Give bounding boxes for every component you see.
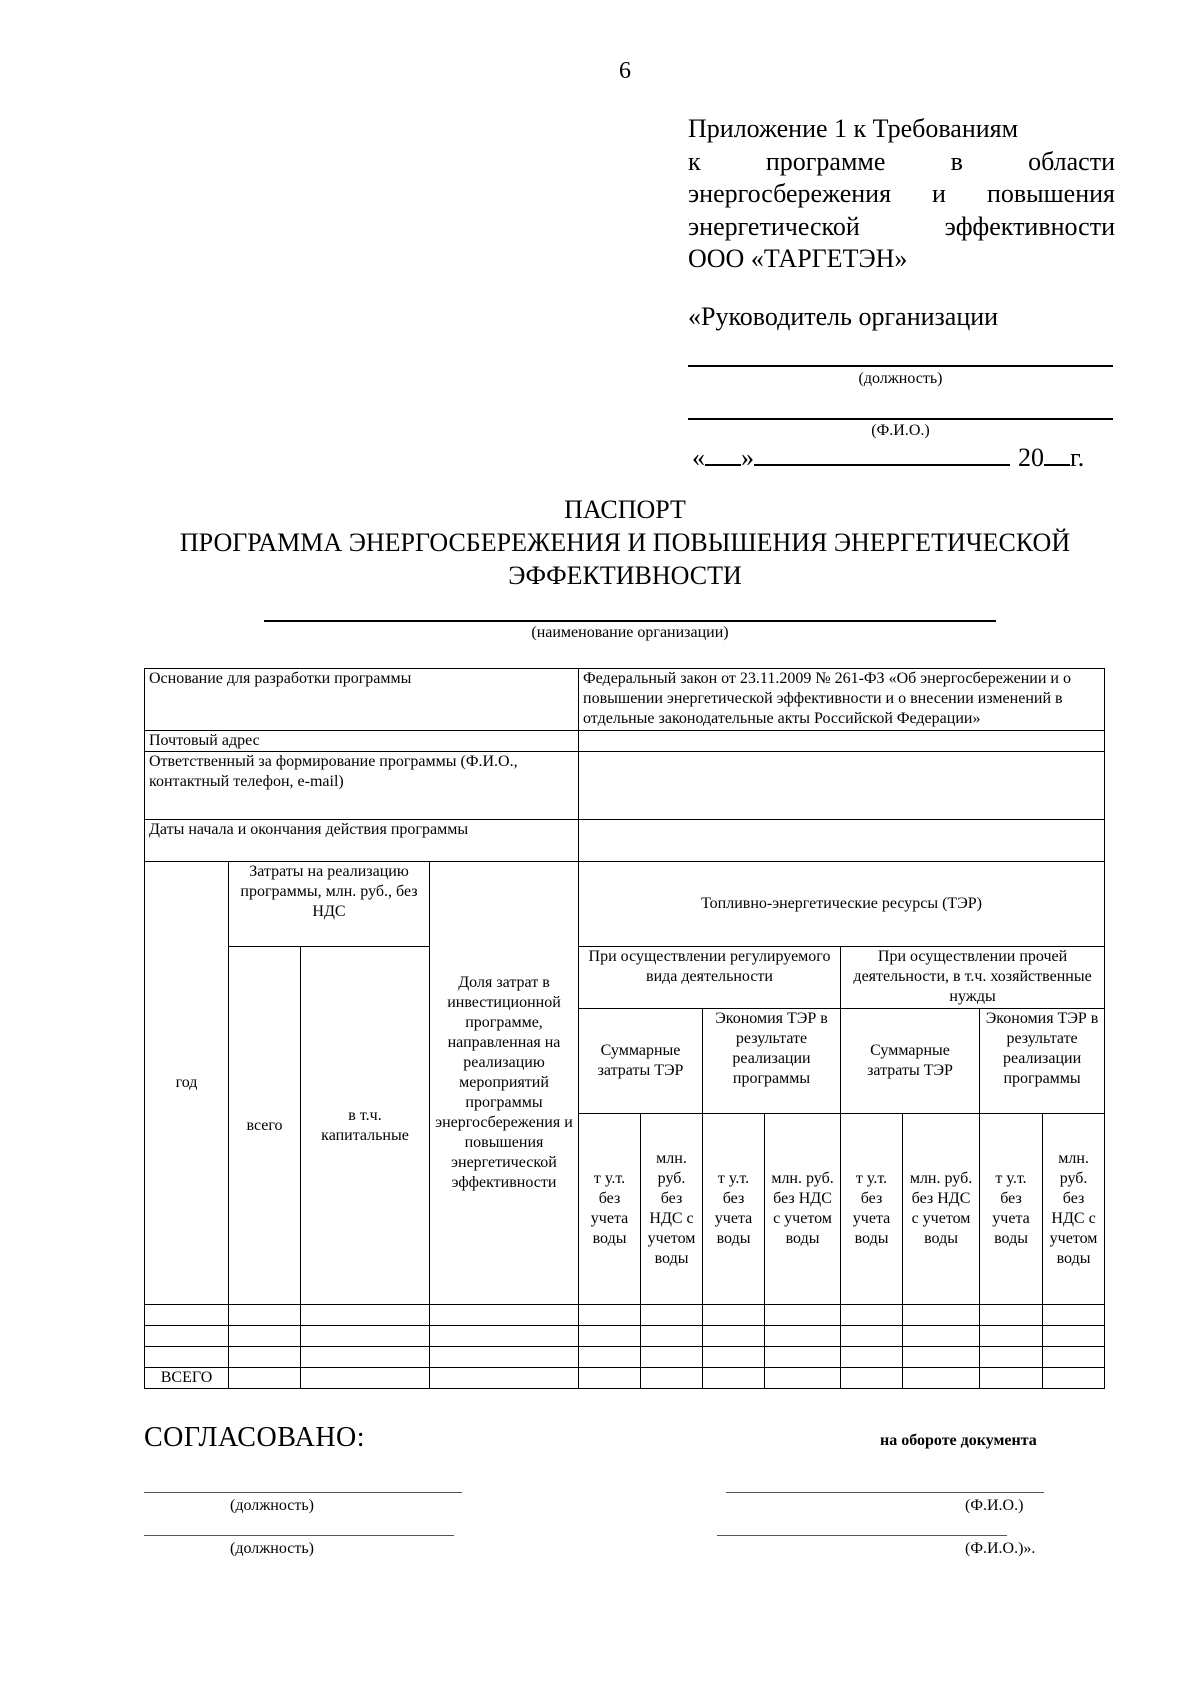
day-blank xyxy=(705,440,741,466)
savings-regulated: Экономия ТЭР в результате реализации программы xyxy=(703,1009,841,1114)
year-prefix: 20 xyxy=(1018,443,1044,472)
unit-tut-3: т у.т. без учета воды xyxy=(841,1114,903,1305)
agreement-fio-line-1 xyxy=(726,1492,1044,1493)
unit-tut-4: т у.т. без учета воды xyxy=(980,1114,1043,1305)
appendix-line-5: ООО «ТАРГЕТЭН» xyxy=(688,244,908,273)
agreement-fio-caption-2: (Ф.И.О.)». xyxy=(965,1540,1036,1557)
appendix-block xyxy=(688,113,1115,276)
position-signature-line xyxy=(688,365,1113,367)
agreement-fio-line-2 xyxy=(717,1535,1007,1536)
unit-mln-3: млн. руб. без НДС с учетом воды xyxy=(903,1114,980,1305)
fio-caption: (Ф.И.О.) xyxy=(871,422,930,439)
table-row xyxy=(145,1326,1105,1347)
appendix-line-3: энергосбережения и повышения xyxy=(688,179,1115,208)
agreement-position-line-1 xyxy=(144,1492,462,1493)
program-title-line-2: ЭФФЕКТИВНОСТИ xyxy=(508,561,742,590)
appendix-line-4: энергетической эффективности xyxy=(688,211,1115,241)
regulated-activity-header: При осуществлении регулируемого вида деятельности xyxy=(579,947,841,1009)
year-header: год xyxy=(145,862,229,1305)
responsible-value xyxy=(579,752,1105,820)
fio-signature-line xyxy=(688,418,1113,420)
sum-costs-other: Суммарные затраты ТЭР xyxy=(841,1009,980,1114)
total-costs-header: всего xyxy=(229,947,301,1305)
organization-name-caption: (наименование организации) xyxy=(531,624,729,641)
basis-value: Федеральный закон от 23.11.2009 № 261-ФЗ «Об энергосбережении и о повышении энергетической эффективности и о внесении изменений в отдельные законодательные акты Российской Федерации» xyxy=(579,669,1105,731)
share-header: Доля затрат в инвестиционной программе, направленная на реализацию мероприятий программы энергосбережения и повышения энергетической эффективности xyxy=(430,862,579,1305)
dates-label: Даты начала и окончания действия программы xyxy=(145,820,579,862)
appendix-line-1: Приложение 1 к Требованиям xyxy=(688,114,1019,143)
responsible-label: Ответственный за формирование программы (Ф.И.О., контактный телефон, e-mail) xyxy=(145,752,579,820)
approval-date-line xyxy=(692,440,1112,473)
other-activity-header: При осуществлении прочей деятельности, в т.ч. хозяйственные нужды xyxy=(841,947,1105,1009)
agreed-title: СОГЛАСОВАНО: xyxy=(144,1422,366,1453)
unit-tut-1: т у.т. без учета воды xyxy=(579,1114,641,1305)
table-row xyxy=(145,1305,1105,1326)
ter-header: Топливно-энергетические ресурсы (ТЭР) xyxy=(579,862,1105,947)
sum-costs-regulated: Суммарные затраты ТЭР xyxy=(579,1009,703,1114)
unit-mln-2: млн. руб. без НДС с учетом воды xyxy=(765,1114,841,1305)
capital-costs-header: в т.ч. капитальные xyxy=(301,947,430,1305)
year-suffix: г. xyxy=(1070,443,1085,472)
passport-title: ПАСПОРТ xyxy=(564,495,686,524)
agreement-position-line-2 xyxy=(144,1535,454,1536)
date-close-quote: » xyxy=(741,443,754,472)
basis-label: Основание для разработки программы xyxy=(145,669,579,731)
unit-tut-2: т у.т. без учета воды xyxy=(703,1114,765,1305)
head-of-organization-label: «Руководитель организации xyxy=(688,302,999,331)
appendix-line-2: к программе в области xyxy=(688,146,1115,176)
page-number: 6 xyxy=(619,58,631,84)
address-value xyxy=(579,731,1105,752)
month-blank xyxy=(754,440,1010,466)
table-row xyxy=(145,1347,1105,1368)
dates-value xyxy=(579,820,1105,862)
agreement-position-caption-2: (должность) xyxy=(230,1540,314,1557)
passport-table xyxy=(144,668,1105,1389)
position-caption: (должность) xyxy=(858,370,943,387)
reverse-side-note: на обороте документа xyxy=(880,1432,1037,1449)
unit-mln-4: млн. руб. без НДС с учетом воды xyxy=(1043,1114,1105,1305)
year-blank xyxy=(1044,440,1070,466)
address-label: Почтовый адрес xyxy=(145,731,579,752)
program-title-line-1: ПРОГРАММА ЭНЕРГОСБЕРЕЖЕНИЯ И ПОВЫШЕНИЯ ЭНЕРГЕТИЧЕСКОЙ xyxy=(179,528,1071,557)
total-row-label: ВСЕГО xyxy=(145,1368,229,1389)
agreement-fio-caption-1: (Ф.И.О.) xyxy=(965,1497,1024,1514)
unit-mln-1: млн. руб. без НДС с учетом воды xyxy=(641,1114,703,1305)
costs-header: Затраты на реализацию программы, млн. руб., без НДС xyxy=(229,862,430,947)
date-open-quote: « xyxy=(692,443,705,472)
organization-name-line xyxy=(264,620,996,622)
savings-other: Экономия ТЭР в результате реализации программы xyxy=(980,1009,1105,1114)
agreement-position-caption-1: (должность) xyxy=(230,1497,314,1514)
